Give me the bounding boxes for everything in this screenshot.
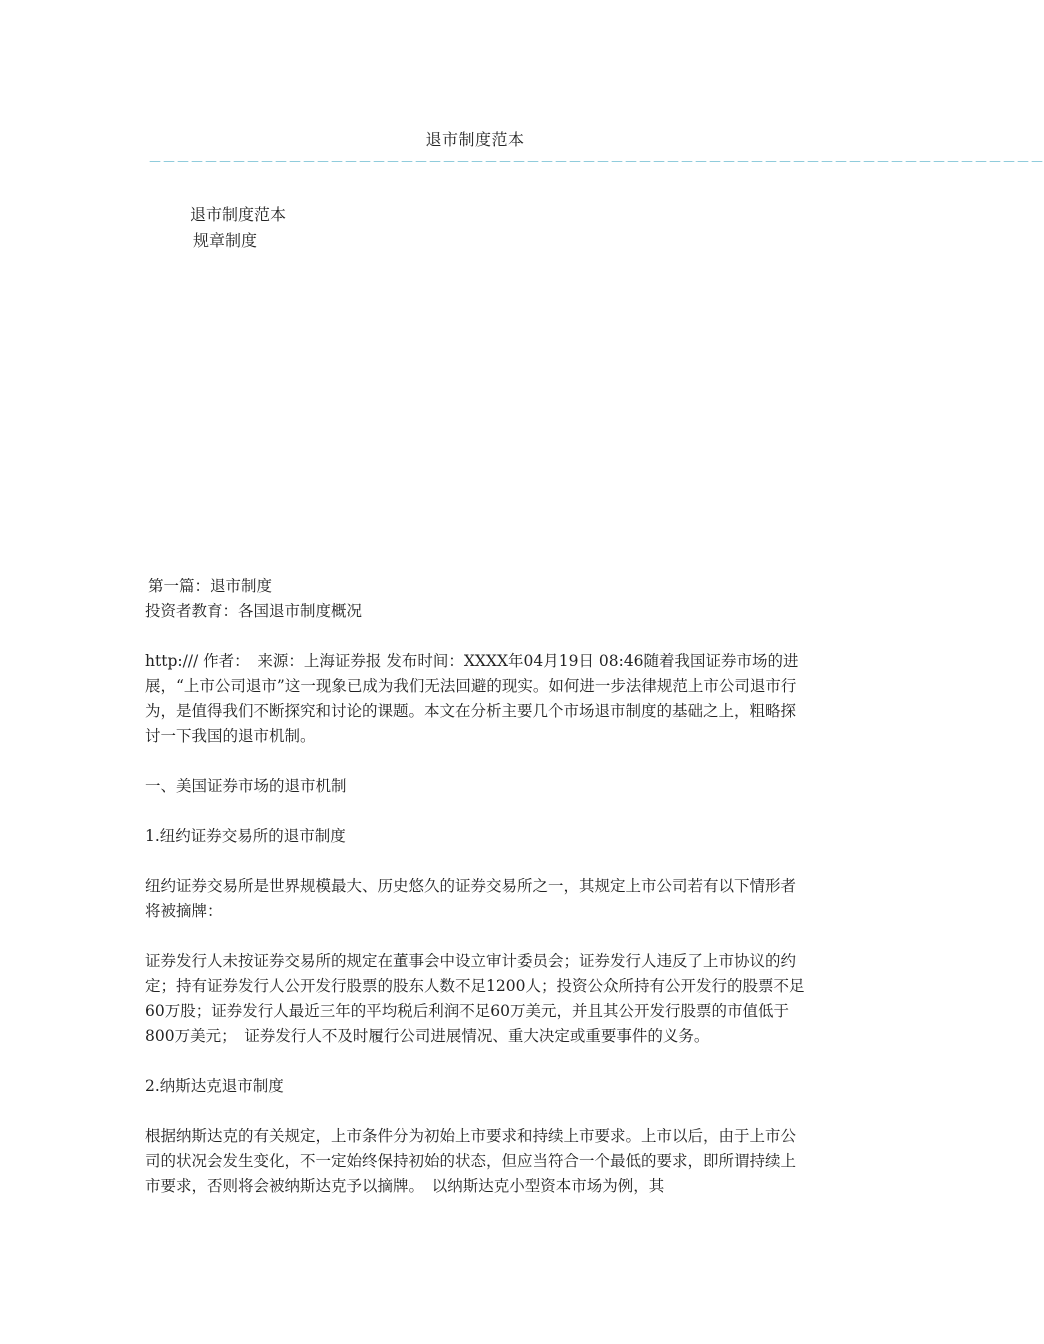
subsection-heading-nyse: 1.纽约证券交易所的退市制度 xyxy=(145,827,346,845)
paragraph-nasdaq: 根据纳斯达克的有关规定，上市条件分为初始上市要求和持续上市要求。上市以后，由于上市公司的状况会发生变化，不一定始终保持初始的状态，但应当符合一个最低的要求，即所谓持续上市要求，否则将会被纳斯达克予以摘牌。 以纳斯达克小型资本市场为例，其 xyxy=(145,1127,797,1195)
paragraph-intro: http:/// 作者： 来源：上海证券报 发布时间：XXXX年04月19日 08:46随着我国证券市场的进展，“上市公司退市”这一现象已成为我们无法回避的现实。如何进一步法律规范上市公司退市行为，是值得我们不断探究和讨论的课题。本文在分析主要几个市场退市制度的基础之上，粗略探讨一下我国的退市机制。 xyxy=(145,652,799,745)
intro-category: 规章制度 xyxy=(193,231,258,250)
intro-title: 退市制度范本 xyxy=(190,205,287,224)
chapter-heading: 第一篇：退市制度 xyxy=(148,577,273,595)
paragraph-nyse-conditions: 证券发行人未按证券交易所的规定在董事会中设立审计委员会；证券发行人违反了上市协议的约定；持有证券发行人公开发行股票的股东人数不足1200人；投资公众所持有公开发行的股票不足60万股；证券发行人最近三年的平均税后利润不足60万美元，并且其公开发行股票的市值低于800万美元； 证券发行人不及时履行公司进展情况、重大决定或重要事件的义务。 xyxy=(145,952,805,1045)
subsection-heading-nasdaq: 2.纳斯达克退市制度 xyxy=(145,1077,284,1095)
header-divider: －－－－－－－－－－－－－－－－－－－－－－－－－－－－－－－－－－－－－－－－－－－－－－－－－－－－－－－－－－－－－－－－ xyxy=(148,155,1044,171)
page-header-title: 退市制度范本 xyxy=(425,130,525,149)
section-heading-us: 一、美国证券市场的退市机制 xyxy=(145,777,347,795)
paragraph-nyse-intro: 纽约证券交易所是世界规模最大、历史悠久的证券交易所之一，其规定上市公司若有以下情形者将被摘牌： xyxy=(145,877,797,920)
article-subtitle: 投资者教育：各国退市制度概况 xyxy=(145,602,363,620)
document-body xyxy=(145,574,807,1199)
